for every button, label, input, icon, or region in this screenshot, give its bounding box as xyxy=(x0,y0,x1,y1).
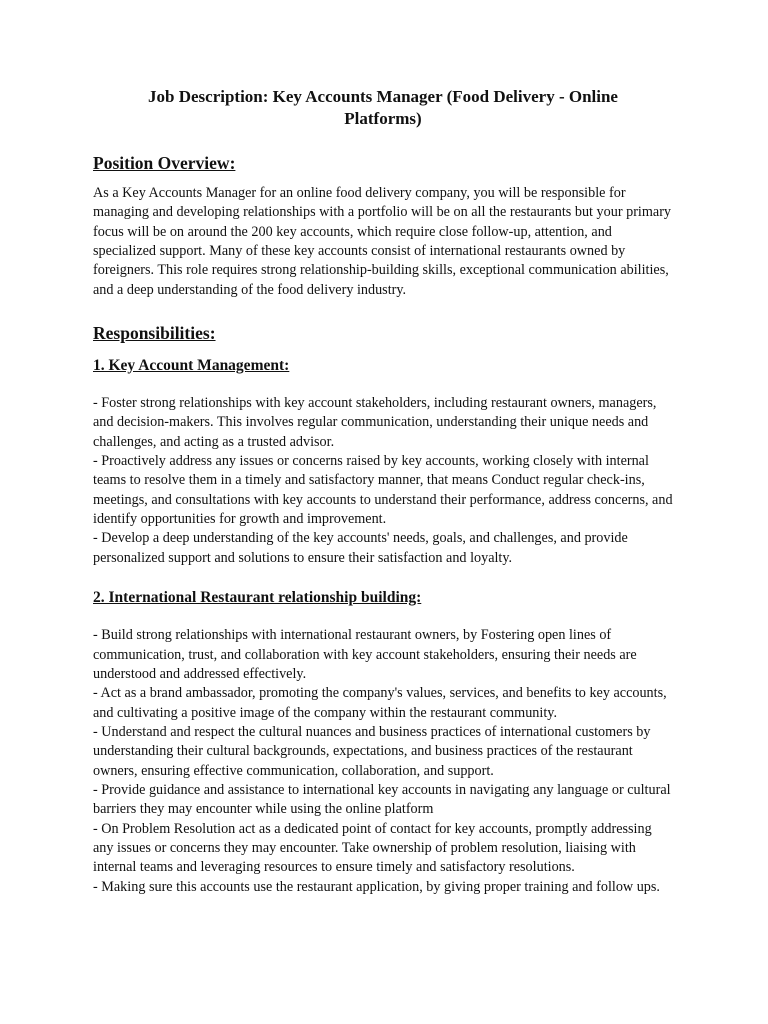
international-relationship-heading: 2. International Restaurant relationship building: xyxy=(93,589,422,607)
key-account-management-list xyxy=(93,394,673,568)
international-relationship-list xyxy=(93,626,673,897)
list-item: - Making sure this accounts use the restaurant application, by giving proper training and follow ups. xyxy=(93,878,660,895)
position-overview-text: As a Key Accounts Manager for an online food delivery company, you will be responsible for managing and developing relationships with a portfolio will be on all the restaurants but your primary focus will be on around the 200 key accounts, which require close follow-up, attention, and specialized support. Many of these key accounts consist of international restaurants owned by foreigners. This role requires strong relationship-building skills, exceptional communication abilities, and a deep understanding of the food delivery industry. xyxy=(93,185,672,298)
key-account-management-heading: 1. Key Account Management: xyxy=(93,357,290,375)
list-item: - Act as a brand ambassador, promoting the company's values, services, and benefits to key accounts, and cultivating a positive image of the company within the restaurant community. xyxy=(93,685,667,721)
list-item: - Develop a deep understanding of the key accounts' needs, goals, and challenges, and provide personalized support and solutions to ensure their satisfaction and loyalty. xyxy=(93,530,628,566)
list-item: - Proactively address any issues or concerns raised by key accounts, working closely with internal teams to resolve them in a timely and satisfactory manner, that means Conduct regular check-ins, meetings, and consultations with key accounts to understand their performance, address concerns, and identify opportunities for growth and improvement. xyxy=(93,453,673,528)
position-overview-heading: Position Overview: xyxy=(93,153,236,173)
list-item: - Foster strong relationships with key account stakeholders, including restaurant owners, managers, and decision-makers. This involves regular communication, understanding their unique needs and challenges, and acting as a trusted advisor. xyxy=(93,395,657,450)
list-item: - On Problem Resolution act as a dedicated point of contact for key accounts, promptly addressing any issues or concerns they may encounter. Take ownership of problem resolution, liaising with internal teams and leveraging resources to ensure timely and satisfactory resolutions. xyxy=(93,820,652,876)
list-item: - Provide guidance and assistance to international key accounts in navigating any language or cultural barriers they may encounter while using the online platform xyxy=(93,781,671,818)
responsibilities-heading: Responsibilities: xyxy=(93,323,216,344)
document-title: Job Description: Key Accounts Manager (Food Delivery - Online Platforms) xyxy=(148,87,618,128)
list-item: - Understand and respect the cultural nuances and business practices of international customers by understanding their cultural backgrounds, expectations, and business practices of the restaurant owners, ensuring effective communication, collaboration, and support. xyxy=(93,723,651,779)
list-item: - Build strong relationships with international restaurant owners, by Fostering open lines of communication, trust, and collaboration with key account stakeholders, ensuring their needs are understood and addressed effectively. xyxy=(93,627,637,682)
